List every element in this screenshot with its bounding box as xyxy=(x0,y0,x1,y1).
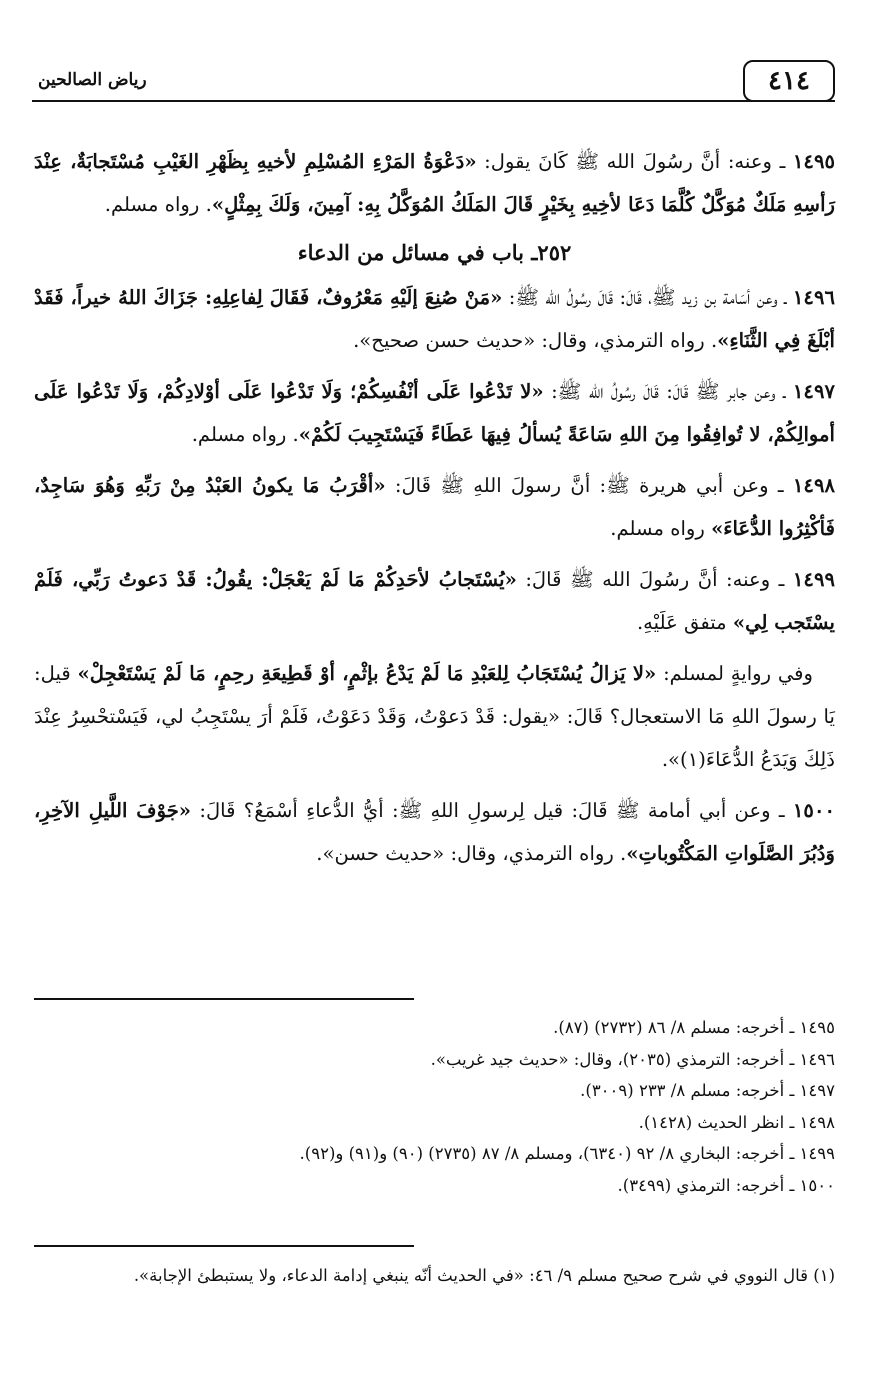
hadith-intro: ـ وعنه: أنَّ رسُولَ الله ﷺ كَانَ يقول: xyxy=(476,150,793,173)
hadith-1498 xyxy=(34,464,835,550)
note-1498: ١٤٩٨ ـ انظر الحديث (١٤٢٨). xyxy=(638,1112,835,1132)
hadith-1495 xyxy=(34,140,835,226)
note-1497: ١٤٩٧ ـ أخرجه: مسلم ٨/ ٢٣٣ (٣٠٠٩). xyxy=(580,1081,835,1100)
note-1495: ١٤٩٥ ـ أخرجه: مسلم ٨/ ٨٦ (٢٧٣٢) (٨٧). xyxy=(553,1018,835,1037)
section-heading: ٢٥٢ـ باب في مسائل من الدعاء xyxy=(297,240,572,265)
hadith-source: . رواه الترمذي، وقال: «حديث حسن صحيح». xyxy=(353,329,718,352)
hadith-number: ١٥٠٠ xyxy=(792,799,836,822)
hadith-1499-variant xyxy=(34,652,835,781)
hadith-1497 xyxy=(34,370,835,456)
hadith-source: رواه مسلم. xyxy=(610,517,712,540)
hadith-text: «أقْرَبُ مَا يكونُ العَبْدُ مِنْ رَبِّهِ وَهُوَ سَاجِدٌ، فَأكْثِرُوا الدُّعَاءَ» xyxy=(34,474,835,540)
hadith-number: ١٤٩٥ xyxy=(792,150,836,173)
takhrij-notes xyxy=(34,1012,835,1201)
footnote-separator xyxy=(34,1245,414,1247)
page-header xyxy=(32,60,835,104)
hadith-text: «يُسْتَجابُ لأحَدِكُمْ مَا لَمْ يَعْجَلْ: يقُولُ: قَدْ دَعوتُ رَبِّي، فَلَمْ يسْتَجب لِي» xyxy=(34,568,835,634)
hadith-1499 xyxy=(34,558,835,644)
hadith-intro: وفي روايةٍ لمسلم: xyxy=(656,662,813,685)
hadith-1496 xyxy=(34,276,835,362)
hadith-intro: ـ وعن أبي هريرة ﷺ: أنَّ رسولَ اللهِ ﷺ قَالَ: xyxy=(385,474,793,497)
hadith-text: «دَعْوَةُ المَرْءِ المُسْلِمِ لأخيهِ بِظَهْرِ الغَيْبِ مُسْتَجابَةٌ، عِنْدَ رَأسِهِ مَلَكٌ مُوَكَّلٌ كُلَّمَا دَعَا لأخِيهِ بِخَيْرٍ قَالَ المَلَكُ المُوَكَّلُ بِهِ: آمِينَ، وَلَكَ بِمِثْلٍ» xyxy=(34,150,835,216)
note-1500: ١٥٠٠ ـ أخرجه: الترمذي (٣٤٩٩). xyxy=(617,1175,835,1195)
hadith-source: متفق عَلَيْهِ. xyxy=(636,611,733,634)
page-number: ٤١٤ xyxy=(743,60,835,102)
hadith-source: . رواه مسلم. xyxy=(104,193,212,216)
hadith-source: . رواه الترمذي، وقال: «حديث حسن». xyxy=(316,842,627,865)
footnote: (١) قال النووي في شرح صحيح مسلم ٩/ ٤٦: «في الحديث أنّه ينبغي إدامة الدعاء، ولا يستبطئ الإجابة». xyxy=(133,1266,835,1285)
hadith-intro: ـ وعن أبي أمامة ﷺ قَالَ: قيل لِرسولِ اللهِ ﷺ: أيُّ الدُّعاءِ أسْمَعُ؟ قَالَ: xyxy=(191,799,793,822)
hadith-number: ١٤٩٧ xyxy=(792,380,835,403)
main-text xyxy=(34,140,835,883)
hadith-text: «لا يَزالُ يُسْتَجَابُ لِلعَبْدِ مَا لَمْ يَدْعُ بإثْمٍ، أوْ قَطِيعَةِ رحِمٍ، مَا لَمْ يَسْتَعْجِلْ» xyxy=(77,662,657,685)
notes-separator xyxy=(34,998,414,1000)
hadith-intro: ـ وعنه: أنَّ رسُولَ الله ﷺ قَالَ: xyxy=(516,568,793,591)
hadith-number: ١٤٩٩ xyxy=(792,568,835,591)
hadith-number: ١٤٩٦ xyxy=(792,286,835,309)
book-title: رياض الصالحين xyxy=(38,70,147,90)
hadith-intro: ـ وعن أسَامة بن زيد ﷺ، قَالَ: قَالَ رسُولُ الله ﷺ: xyxy=(502,286,793,309)
hadith-intro: ـ وعن جابر ﷺ قَالَ: قَالَ رسُولُ الله ﷺ: xyxy=(543,380,793,403)
hadith-source: . رواه مسلم. xyxy=(191,423,299,446)
hadith-text: «مَنْ صُنِعَ إلَيْهِ مَعْرُوفٌ، فَقَالَ لِفاعِلِهِ: جَزَاكَ اللهُ خيراً، فَقَدْ أبْلَغَ فِي الثَّنَاءِ» xyxy=(34,286,835,352)
header-rule xyxy=(32,100,835,102)
hadith-number: ١٤٩٨ xyxy=(792,474,835,497)
hadith-text: «جَوْفَ اللَّيلِ الآخِرِ، وَدُبُرَ الصَّلَواتِ المَكْتُوباتِ» xyxy=(34,799,835,865)
hadith-text: «لا تَدْعُوا عَلَى أنْفُسِكُمْ؛ وَلَا تَدْعُوا عَلَى أوْلادِكُمْ، وَلَا تَدْعُوا عَلَى أموالِكُمْ، لا تُوافِقُوا مِنَ اللهِ سَاعَةً يُسألُ فِيهَا عَطَاءً فَيَسْتَجِيبَ لَكُمْ» xyxy=(34,380,835,446)
hadith-1500 xyxy=(34,789,835,875)
note-1496: ١٤٩٦ ـ أخرجه: الترمذي (٢٠٣٥)، وقال: «حديث جيد غريب». xyxy=(430,1049,835,1069)
note-1499: ١٤٩٩ ـ أخرجه: البخاري ٨/ ٩٢ (٦٣٤٠)، ومسلم ٨/ ٨٧ (٢٧٣٥) (٩٠) و(٩١) و(٩٢). xyxy=(299,1144,835,1163)
hadith-source: قيل: يَا رسولَ اللهِ مَا الاستعجال؟ قَالَ: «يقول: قَدْ دَعوْتُ، وَقَدْ دَعَوْتُ، فَلَمْ أرَ يسْتَجِبُ لي، فَيَسْتحْسِرُ عِنْدَ ذَلِكَ وَيَدَعُ الدُّعَاءَ(١)». xyxy=(34,662,835,771)
